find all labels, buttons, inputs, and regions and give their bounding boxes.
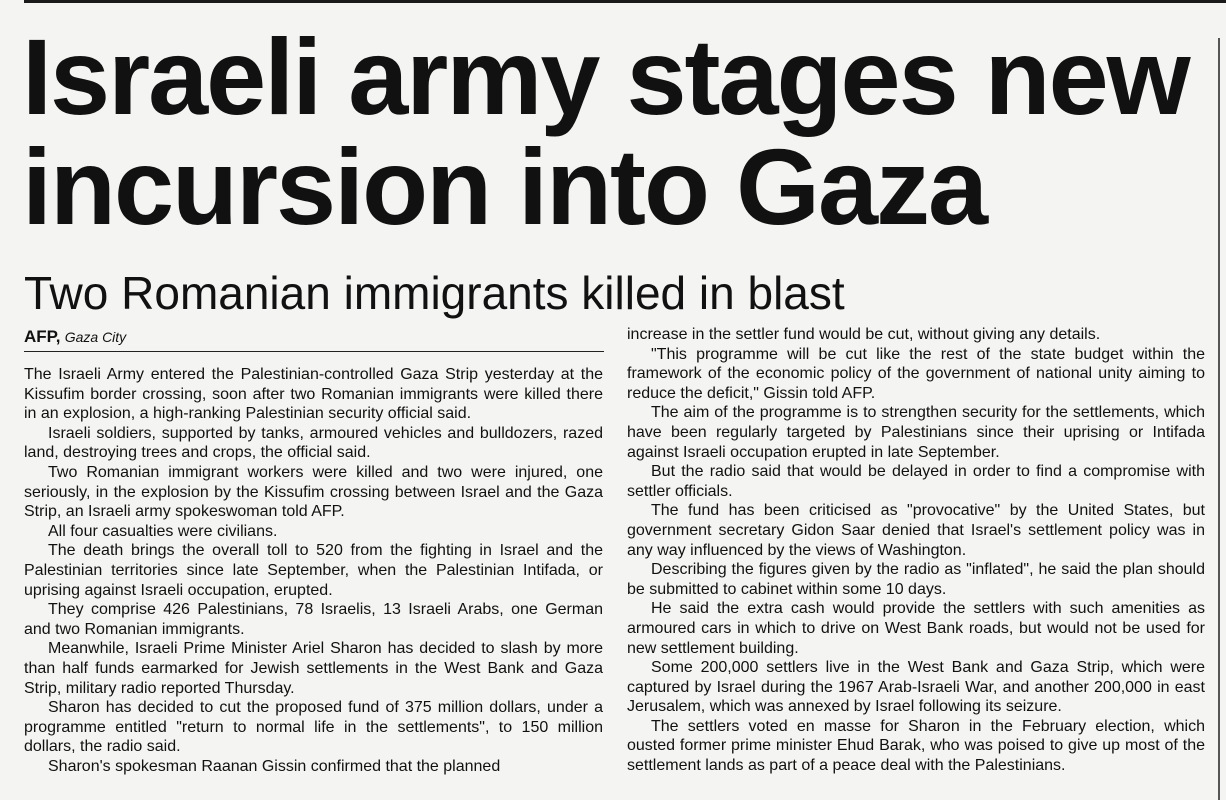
paragraph: They comprise 426 Palestinians, 78 Israelis, 13 Israeli Arabs, one German and two Romanian immigrants. [24,601,603,638]
top-rule [24,0,1226,3]
paragraph: Sharon's spokesman Raanan Gissin confirmed that the planned [48,757,501,775]
paragraph: Sharon has decided to cut the proposed fund of 375 million dollars, under a programme entitled "return to normal life in the settlements", to 150 million dollars, the radio said. [24,699,603,756]
paragraph: He said the extra cash would provide the settlers with such amenities as armoured cars in which to drive on West Bank roads, but would not be used for new settlement building. [627,600,1205,657]
headline [22,16,1212,247]
paragraph: The Israeli Army entered the Palestinian-controlled Gaza Strip yesterday at the Kissufim border crossing, soon after two Romanian immigrants were killed there in an explosion, a high-ranking Palestinian security official said. [24,366,603,423]
paragraph: But the radio said that would be delayed in order to find a compromise with settler officials. [627,463,1205,500]
article-column-right [627,325,1205,776]
paragraph: The death brings the overall toll to 520 from the fighting in Israel and the Palestinian territories since late September, when the Palestinian Intifada, or uprising against Israeli occupation, erupted. [24,542,603,599]
paragraph: Some 200,000 settlers live in the West Bank and Gaza Strip, which were captured by Israel during the 1967 Arab-Israeli War, and another 200,000 in east Jerusalem, which was annexed by Israel following its seizure. [627,659,1205,716]
column-edge-rule [1218,38,1220,800]
paragraph: The aim of the programme is to strengthen security for the settlements, which have been regularly targeted by Palestinians since their uprising or Intifada against Israeli occupation erupted in late September. [627,404,1205,461]
headline-line-1: Israeli army stages new [22,16,1189,137]
article-column-left [24,365,603,776]
byline-dateline: Gaza City [64,329,127,345]
paragraph: Meanwhile, Israeli Prime Minister Ariel Sharon has decided to slash by more than half funds earmarked for Jewish settlements in the West Bank and Gaza Strip, military radio reported Thursday. [24,640,603,697]
paragraph: All four casualties were civilians. [48,522,278,540]
paragraph: Describing the figures given by the radio as "inflated", he said the plan should be submitted to cabinet within some 10 days. [627,561,1205,598]
paragraph: The fund has been criticised as "provocative" by the United States, but government secretary Gidon Saar denied that Israel's settlement policy was in any way influenced by the views of Washington. [627,502,1205,559]
paragraph: The settlers voted en masse for Sharon in the February election, which ousted former prime minister Ehud Barak, who was poised to give up most of the settlement lands as part of a peace deal with the Palestinians. [627,717,1205,775]
byline [24,326,604,349]
paragraph: Two Romanian immigrant workers were killed and two were injured, one seriously, in the explosion by the Kissufim crossing between Israel and the Gaza Strip, an Israeli army spokeswoman told AFP. [24,463,603,521]
byline-agency: AFP, [24,327,61,346]
subheadline: Two Romanian immigrants killed in blast [24,267,845,319]
paragraph: increase in the settler fund would be cut, without giving any details. [627,326,1101,343]
paragraph: "This programme will be cut like the rest of the state budget within the framework of the economic policy of the government of national unity aiming to reduce the deficit," Gissin told AFP. [627,345,1205,402]
paragraph: Israeli soldiers, supported by tanks, armoured vehicles and bulldozers, razed land, destroying trees and crops, the official said. [24,424,603,462]
byline-rule [24,351,604,352]
headline-line-2: incursion into Gaza [22,126,987,247]
